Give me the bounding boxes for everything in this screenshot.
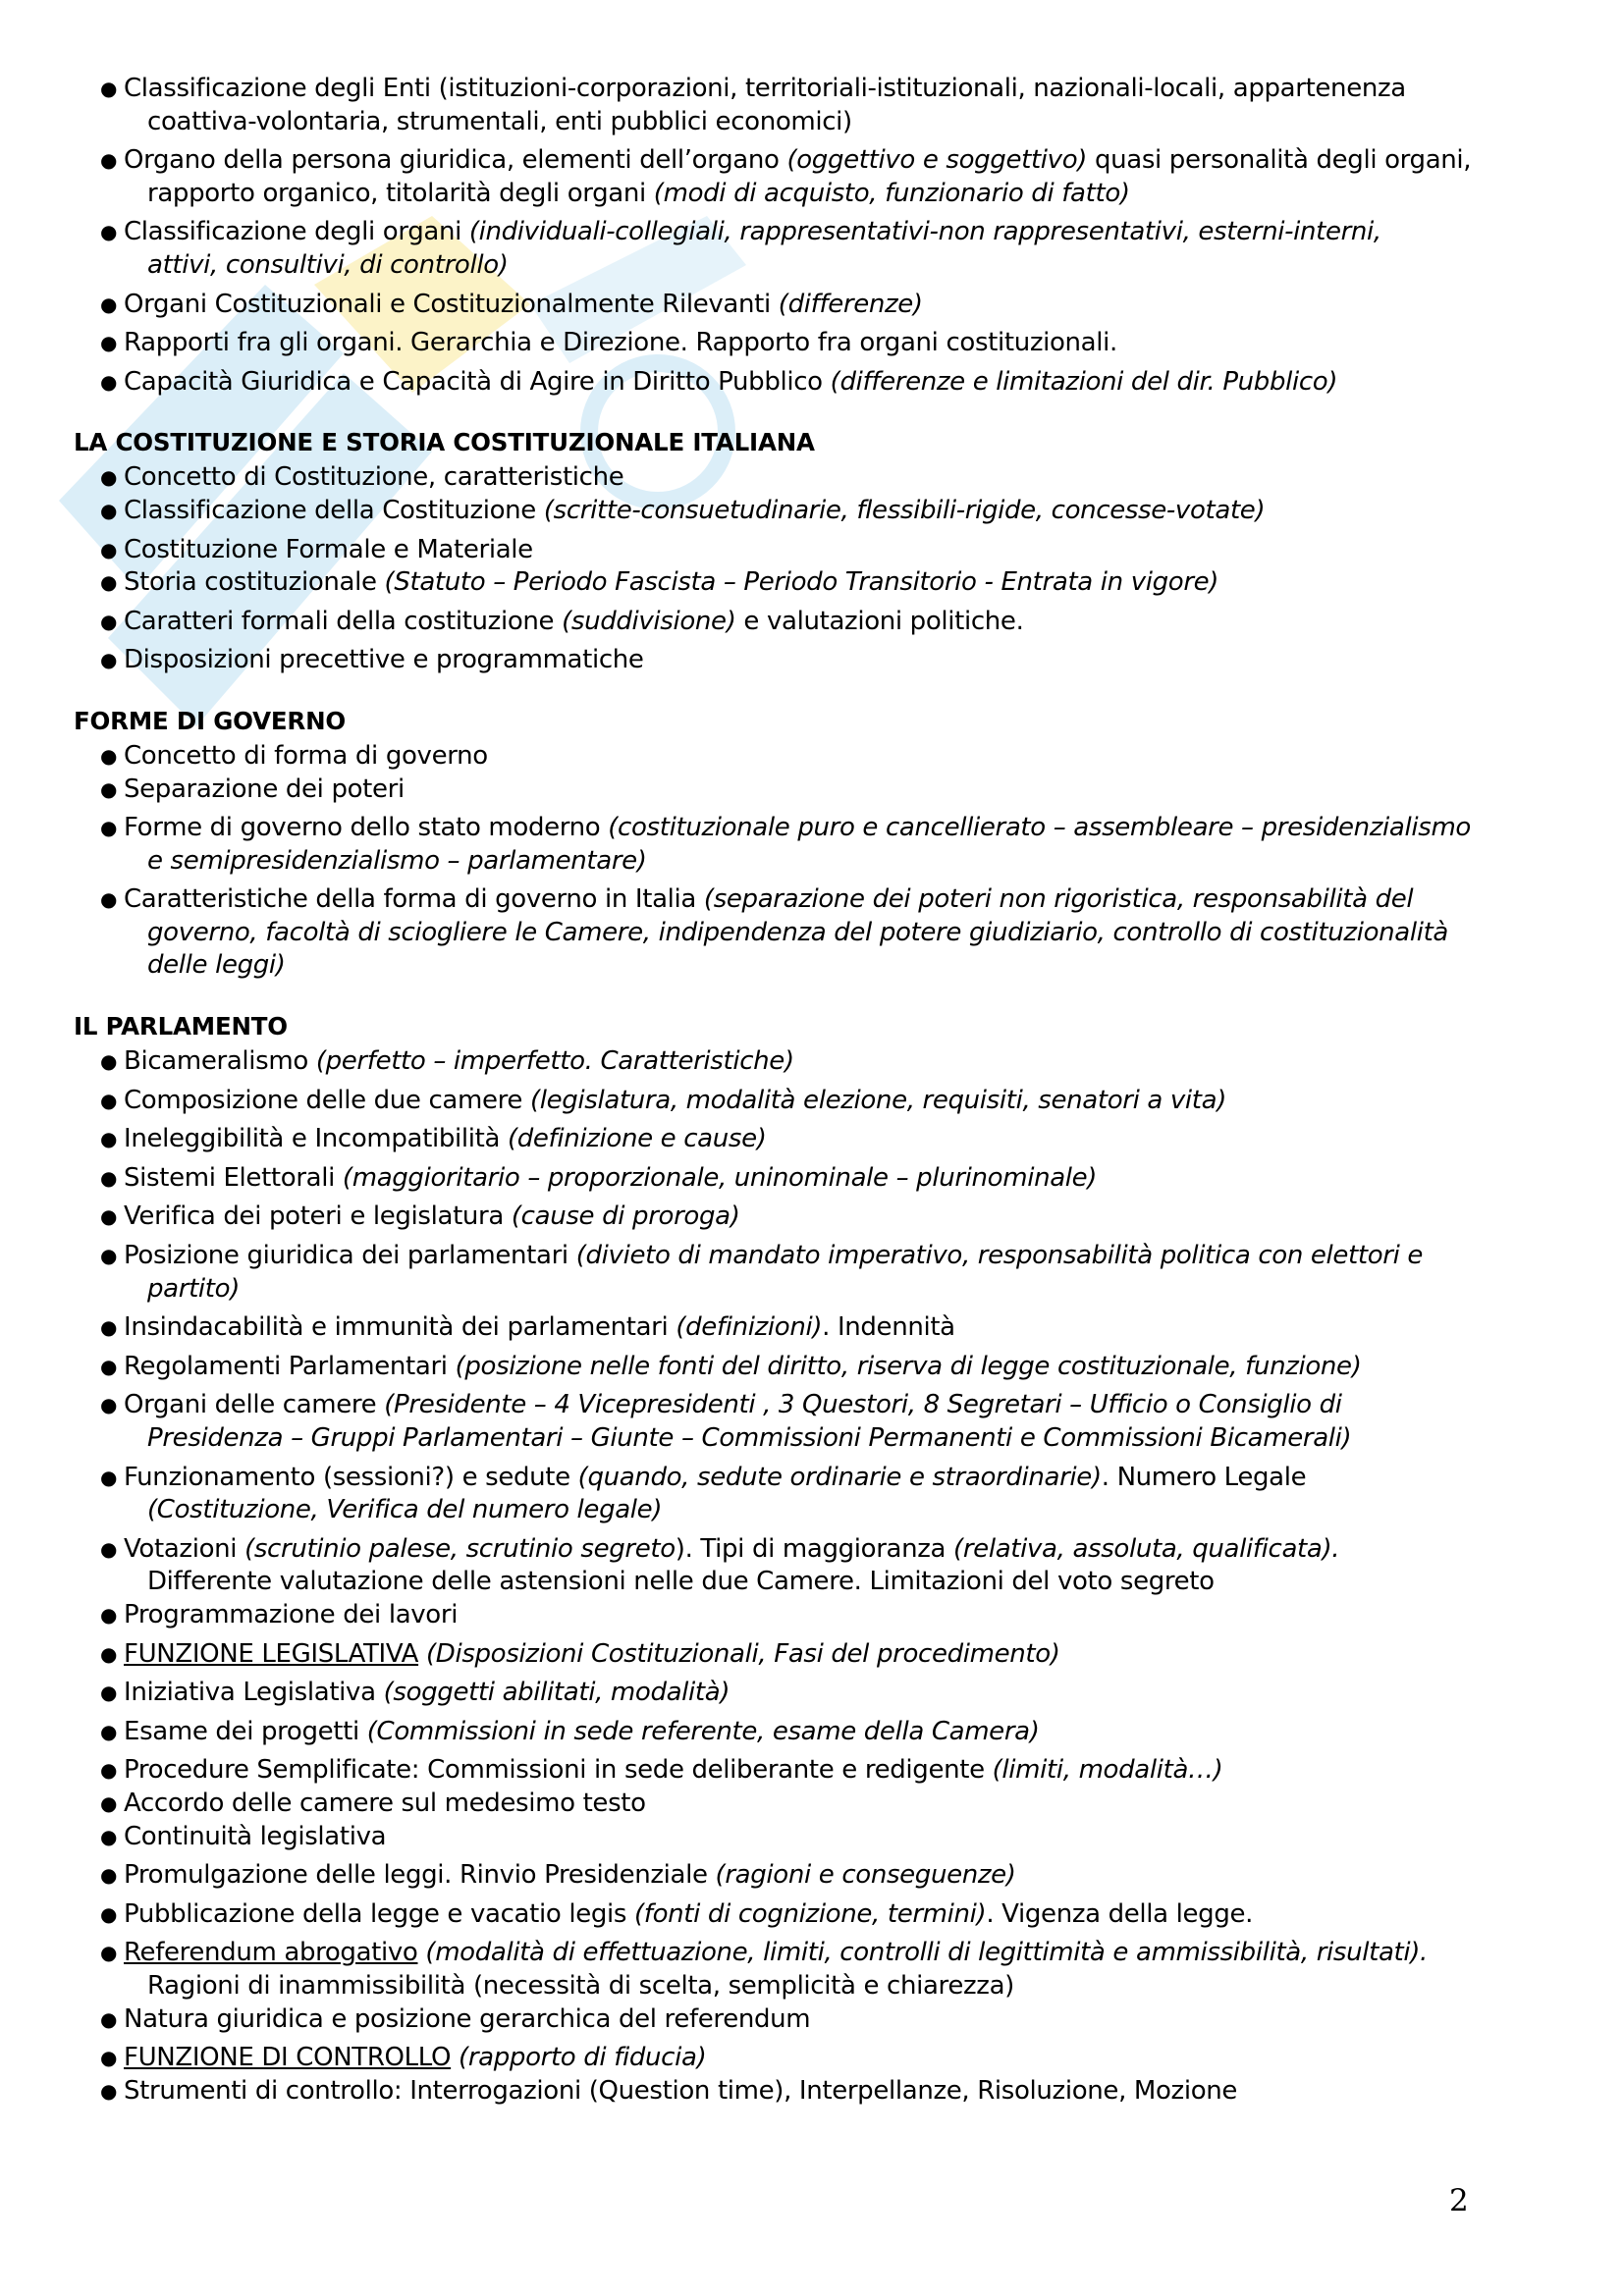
text-run: (Statuto – Periodo Fascista – Periodo Transitorio - Entrata in vigore) <box>384 567 1219 598</box>
list-item <box>74 812 1497 878</box>
list-item <box>74 144 1497 210</box>
list-item <box>74 774 1497 807</box>
text-run: e semipresidenzialismo – parlamentare) <box>147 845 647 876</box>
text-run: delle leggi) <box>147 950 286 981</box>
list-item <box>74 1859 1497 1893</box>
text-run: (posizione nelle fonti del diritto, riserva di legge costituzionale, funzione) <box>455 1351 1362 1381</box>
bullet-icon: ● <box>100 776 118 801</box>
list-item <box>74 1677 1497 1710</box>
bullet-icon: ● <box>100 1863 118 1888</box>
text-run: Organi Costituzionali e Costituzionalmente Rilevanti <box>124 289 779 319</box>
list-item <box>74 1085 1497 1118</box>
list-item <box>74 2003 1497 2037</box>
list-item <box>74 2075 1497 2109</box>
text-run: (rapporto di fiducia) <box>459 2043 707 2073</box>
text-run: Accordo delle camere sul medesimo testo <box>124 1788 646 1818</box>
list-item <box>74 289 1497 322</box>
document-body <box>74 73 1497 2113</box>
section-heading: IL PARLAMENTO <box>74 1012 288 1041</box>
text-run: . Indennità <box>822 1312 955 1343</box>
text-run: Disposizioni precettive e programmatiche <box>124 645 644 675</box>
text-run: Ragioni di inammissibilità (necessità di scelta, semplicità e chiarezza) <box>147 1970 1014 2001</box>
text-run: (quando, sedute ordinarie e straordinarie) <box>577 1462 1102 1492</box>
text-run: (definizioni) <box>676 1312 823 1343</box>
list-item <box>74 495 1497 528</box>
text-run: partito) <box>147 1273 240 1304</box>
list-item <box>74 534 1497 567</box>
list-item <box>74 2042 1497 2075</box>
text-run: quasi personalità degli organi, <box>1087 145 1472 176</box>
bullet-icon: ● <box>100 887 118 912</box>
bullet-icon: ● <box>100 1790 118 1815</box>
bullet-list <box>74 1045 1497 2108</box>
section-la-costituzione-e-storia-costituzionale-italiana <box>74 426 1497 677</box>
list-item <box>74 1045 1497 1079</box>
text-run: (costituzionale puro e cancellierato – assembleare – presidenzialismo <box>608 813 1471 843</box>
bullet-icon: ● <box>100 1315 118 1340</box>
text-run <box>418 1639 426 1669</box>
bullet-icon: ● <box>100 1681 118 1705</box>
text-run: Promulgazione delle leggi. Rinvio Presidenziale <box>124 1860 716 1891</box>
continuation-line <box>124 1494 1497 1527</box>
bullet-icon: ● <box>100 1536 118 1561</box>
bullet-icon: ● <box>100 1901 118 1926</box>
text-run: (Costituzione, Verifica del numero legale) <box>147 1495 663 1525</box>
bullet-icon: ● <box>100 743 118 768</box>
text-run: Votazioni <box>124 1533 245 1564</box>
list-item <box>74 1240 1497 1306</box>
bullet-icon: ● <box>100 2078 118 2103</box>
section-heading: FORME DI GOVERNO <box>74 706 347 735</box>
text-run: Classificazione degli Enti (istituzioni-corporazioni, territoriali-istituzionali, nazionali-locali, appartenenza <box>124 74 1406 103</box>
text-run: Caratteri formali della costituzione <box>124 606 563 636</box>
text-run: Posizione giuridica dei parlamentari <box>124 1241 576 1271</box>
continuation-line <box>124 949 1497 983</box>
bullet-list <box>74 461 1497 677</box>
bullet-icon: ● <box>100 1465 118 1489</box>
text-run: Separazione dei poteri <box>124 774 405 804</box>
bullet-icon: ● <box>100 498 118 522</box>
text-run: (soggetti abilitati, modalità) <box>383 1678 730 1708</box>
text-run: (definizione e cause) <box>507 1124 767 1154</box>
text-run: . Numero Legale <box>1101 1462 1307 1492</box>
continuation-line <box>124 249 1497 283</box>
text-run: Presidenza – Gruppi Parlamentari – Giunte – Commissioni Permanenti e Commissioni Bicamerali) <box>147 1423 1352 1453</box>
bullet-icon: ● <box>100 77 118 100</box>
page-number: 2 <box>1449 2183 1469 2218</box>
continuation-line <box>124 917 1497 950</box>
bullet-icon: ● <box>100 648 118 672</box>
text-run: attivi, consultivi, di controllo) <box>147 249 509 280</box>
bullet-icon: ● <box>100 1354 118 1378</box>
list-item <box>74 1462 1497 1527</box>
text-run: Programmazione dei lavori <box>124 1599 459 1629</box>
list-item <box>74 1389 1497 1455</box>
text-run: Regolamenti Parlamentari <box>124 1351 456 1381</box>
text-run: Rapporti fra gli organi. Gerarchia e Direzione. Rapporto fra organi costituzionali. <box>124 328 1117 358</box>
text-run: (ragioni e conseguenze) <box>715 1860 1016 1891</box>
bullet-icon: ● <box>100 1758 118 1783</box>
text-run: Sistemi Elettorali <box>124 1162 343 1193</box>
text-run: Strumenti di controllo: Interrogazioni (Question time), Interpellanze, Risoluzione, Mozione <box>124 2075 1238 2106</box>
list-item <box>74 461 1497 495</box>
bullet-icon: ● <box>100 220 118 244</box>
bullet-icon: ● <box>100 537 118 561</box>
text-run: Classificazione della Costituzione <box>124 495 544 525</box>
text-run: Bicameralismo <box>124 1046 316 1077</box>
text-run: (scritte-consuetudinarie, flessibili-rigide, concesse-votate) <box>543 495 1266 525</box>
text-run: (legislatura, modalità elezione, requisiti, senatori a vita) <box>529 1085 1227 1115</box>
text-run: Iniziativa Legislativa <box>124 1678 384 1708</box>
list-item <box>74 1533 1497 1599</box>
text-run: (scrutinio palese, scrutinio segreto <box>244 1533 676 1564</box>
bullet-list <box>74 73 1497 399</box>
text-run: Capacità Giuridica e Capacità di Agire in Diritto Pubblico <box>124 366 831 397</box>
text-run: (modi di acquisto, funzionario di fatto) <box>653 178 1130 208</box>
bullet-icon: ● <box>100 331 118 355</box>
text-run: FUNZIONE DI CONTROLLO <box>124 2043 452 2073</box>
text-run: coattiva-volontaria, strumentali, enti pubblici economici) <box>147 106 852 136</box>
continuation-line <box>124 845 1497 879</box>
bullet-icon: ● <box>100 609 118 633</box>
bullet-icon: ● <box>100 1127 118 1151</box>
text-run: (suddivisione) <box>562 606 736 636</box>
text-run: FUNZIONE LEGISLATIVA <box>124 1638 419 1669</box>
bullet-icon: ● <box>100 292 118 316</box>
bullet-icon: ● <box>100 1641 118 1666</box>
text-run: (fonti di cognizione, termini) <box>634 1898 987 1929</box>
list-item <box>74 1937 1497 2002</box>
text-run: Verifica dei poteri e legislatura <box>124 1201 512 1232</box>
bullet-icon: ● <box>100 1824 118 1848</box>
bullet-icon: ● <box>100 1204 118 1229</box>
text-run: Ineleggibilità e Incompatibilità <box>124 1124 508 1154</box>
text-run: governo, facoltà di sciogliere le Camere, indipendenza del potere giudiziario, controllo di costituzionalità <box>147 917 1449 947</box>
text-run: (limiti, modalità…) <box>992 1755 1223 1786</box>
list-item <box>74 73 1497 138</box>
list-item <box>74 327 1497 360</box>
list-item <box>74 1716 1497 1749</box>
text-run: Natura giuridica e posizione gerarchica del referendum <box>124 2003 811 2034</box>
section-heading: LA COSTITUZIONE E STORIA COSTITUZIONALE ITALIANA <box>74 428 815 457</box>
bullet-icon: ● <box>100 1602 118 1627</box>
text-run <box>451 2043 459 2072</box>
bullet-icon: ● <box>100 148 118 173</box>
list-item <box>74 1201 1497 1234</box>
list-item <box>74 1788 1497 1821</box>
bullet-icon: ● <box>100 369 118 394</box>
list-item <box>74 1898 1497 1932</box>
text-run: Insindacabilità e immunità dei parlamentari <box>124 1312 676 1343</box>
list-item <box>74 216 1497 282</box>
text-run: (Presidente – 4 Vicepresidenti , 3 Questori, 8 Segretari – Ufficio o Consiglio di <box>384 1390 1342 1420</box>
bullet-icon: ● <box>100 1088 118 1112</box>
text-run: (maggioritario – proporzionale, uninominale – plurinominale) <box>342 1162 1098 1193</box>
bullet-icon: ● <box>100 2046 118 2070</box>
text-run: Classificazione degli organi <box>124 217 469 247</box>
text-run: Concetto di forma di governo <box>124 740 488 771</box>
bullet-icon: ● <box>100 1244 118 1268</box>
text-run: Costituzione Formale e Materiale <box>124 534 533 564</box>
text-run: (differenze e limitazioni del dir. Pubblico) <box>830 366 1338 397</box>
bullet-icon: ● <box>100 1719 118 1743</box>
list-item <box>74 566 1497 600</box>
bullet-list <box>74 740 1497 983</box>
text-run: Caratteristiche della forma di governo in Italia <box>124 884 704 915</box>
text-run: (Disposizioni Costituzionali, Fasi del procedimento) <box>425 1638 1060 1669</box>
list-item <box>74 883 1497 983</box>
list-item <box>74 1754 1497 1788</box>
list-item <box>74 606 1497 639</box>
list-item <box>74 1311 1497 1345</box>
text-run: Forme di governo dello stato moderno <box>124 813 609 843</box>
list-item <box>74 1123 1497 1156</box>
continuation-line <box>124 1970 1497 2003</box>
text-run: Concetto di Costituzione, caratteristiche <box>124 462 624 493</box>
text-run: (modalità di effettuazione, limiti, controlli di legittimità e ammissibilità, risultati). <box>425 1938 1428 1968</box>
section-il-parlamento <box>74 1010 1497 2108</box>
text-run: (relativa, assoluta, qualificata). <box>953 1533 1340 1564</box>
text-run: e valutazioni politiche. <box>735 606 1024 636</box>
text-run: Procedure Semplificate: Commissioni in sede deliberante e redigente <box>124 1755 993 1786</box>
text-run: (separazione dei poteri non rigoristica, responsabilità del <box>703 884 1414 915</box>
text-run: (Commissioni in sede referente, esame della Camera) <box>366 1716 1040 1746</box>
text-run: Differente valutazione delle astensioni nelle due Camere. Limitazioni del voto segreto <box>147 1567 1215 1597</box>
text-run: Storia costituzionale <box>124 567 385 598</box>
list-item <box>74 1821 1497 1854</box>
bullet-icon: ● <box>100 2006 118 2031</box>
text-run: Organo della persona giuridica, elementi dell’organo <box>124 145 787 176</box>
bullet-icon: ● <box>100 1165 118 1190</box>
bullet-icon: ● <box>100 1049 118 1074</box>
bullet-icon: ● <box>100 570 118 595</box>
text-run: (oggettivo e soggettivo) <box>786 145 1088 176</box>
text-run: (perfetto – imperfetto. Caratteristiche) <box>315 1046 794 1077</box>
text-run: (differenze) <box>778 289 923 319</box>
bullet-icon: ● <box>100 1393 118 1417</box>
text-run: (cause di proroga) <box>511 1201 740 1232</box>
text-run: Funzionamento (sessioni?) e sedute <box>124 1462 578 1492</box>
text-run: . Vigenza della legge. <box>986 1898 1254 1929</box>
bullet-icon: ● <box>100 465 118 490</box>
list-item <box>74 366 1497 400</box>
section-section <box>74 73 1497 399</box>
text-run: Organi delle camere <box>124 1390 385 1420</box>
text-run: (individuali-collegiali, rappresentativi-non rappresentativi, esterni-interni, <box>468 217 1381 247</box>
list-item <box>74 1599 1497 1632</box>
list-item <box>74 1351 1497 1384</box>
continuation-line <box>124 1422 1497 1456</box>
text-run: ). Tipi di maggioranza <box>675 1533 954 1564</box>
continuation-line <box>124 1273 1497 1307</box>
bullet-icon: ● <box>100 816 118 840</box>
text-run: Continuità legislativa <box>124 1821 387 1851</box>
text-run: rapporto organico, titolarità degli organi <box>147 178 654 208</box>
text-run: Referendum abrogativo <box>124 1938 418 1968</box>
continuation-line <box>124 178 1497 211</box>
text-run: Esame dei progetti <box>124 1716 367 1746</box>
text-run: Pubblicazione della legge e vacatio legis <box>124 1898 634 1929</box>
list-item <box>74 644 1497 677</box>
list-item <box>74 740 1497 774</box>
section-forme-di-governo <box>74 705 1497 983</box>
text-run: (divieto di mandato imperativo, responsabilità politica con elettori e <box>575 1241 1424 1271</box>
continuation-line <box>124 106 1497 139</box>
bullet-icon: ● <box>100 1941 118 1965</box>
list-item <box>74 1638 1497 1672</box>
text-run: Composizione delle due camere <box>124 1085 530 1115</box>
list-item <box>74 1162 1497 1196</box>
continuation-line <box>124 1566 1497 1599</box>
